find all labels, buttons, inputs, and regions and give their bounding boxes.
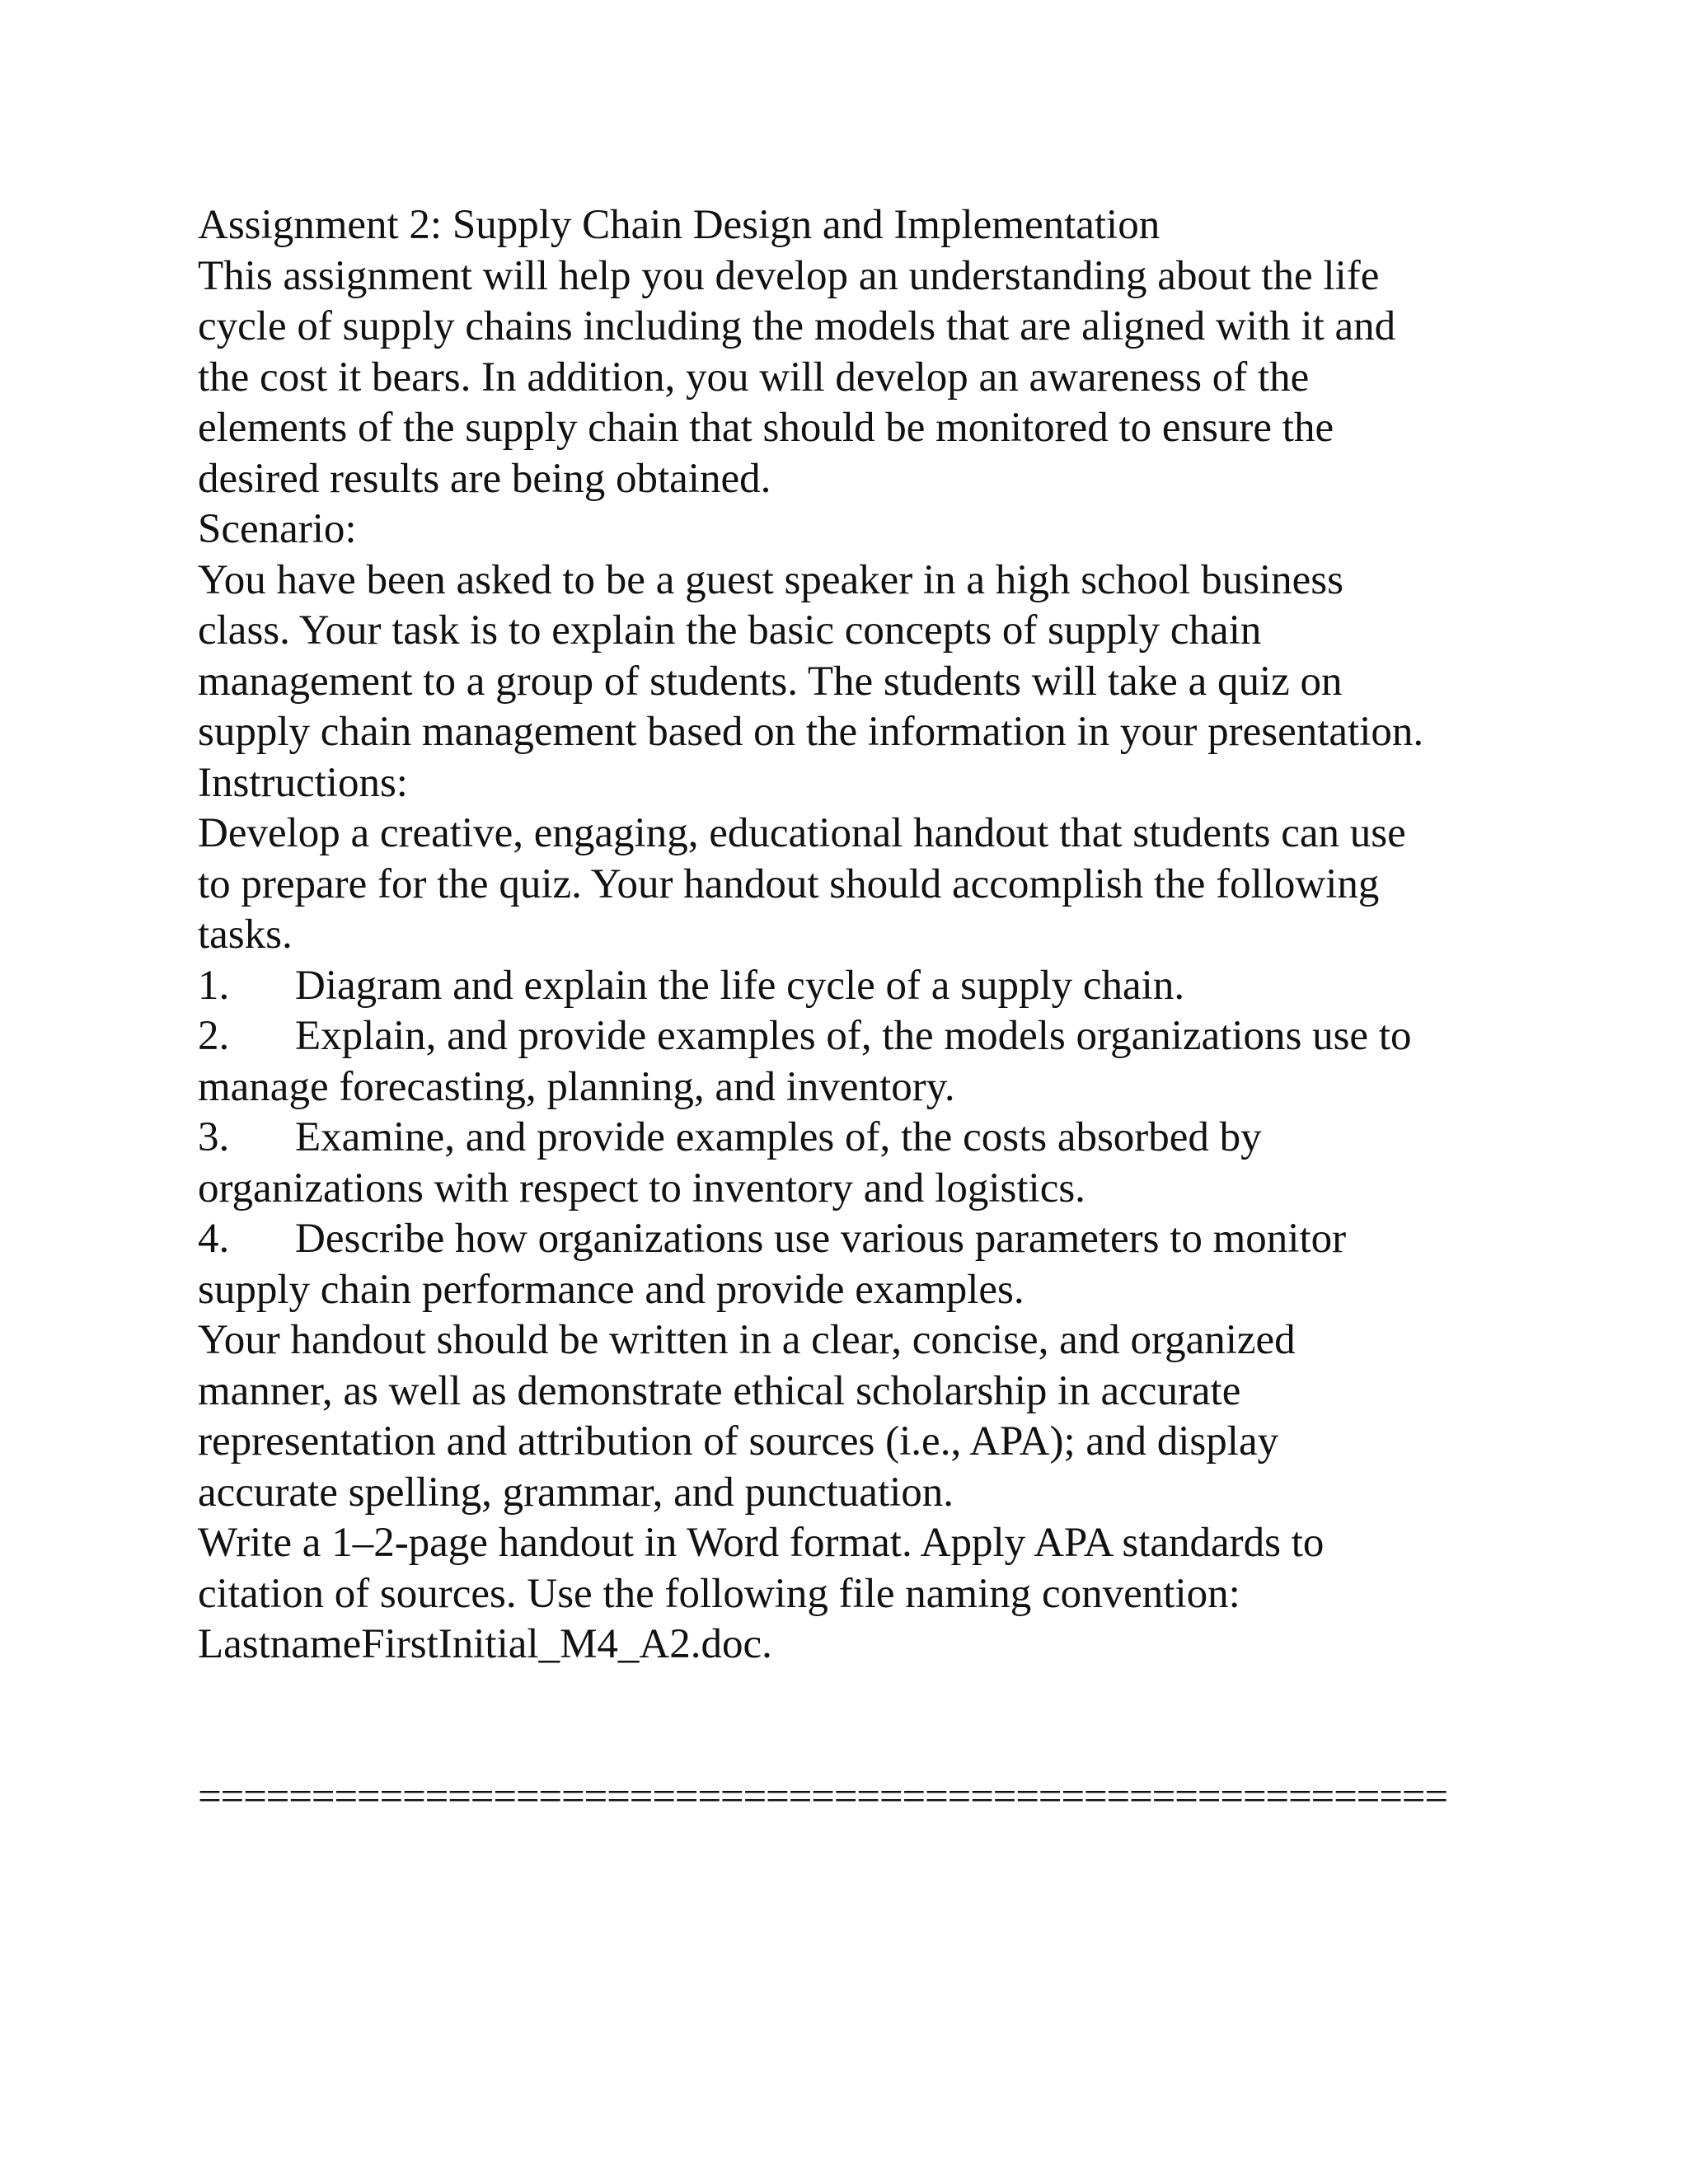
- closing-line: accurate spelling, grammar, and punctuation.: [198, 1469, 954, 1516]
- intro-line: cycle of supply chains including the models that are aligned with it and: [198, 303, 1396, 349]
- task-item-1: [198, 961, 1533, 1012]
- closing-line: Your handout should be written in a clear, concise, and organized: [198, 1317, 1296, 1363]
- task-text: Diagram and explain the life cycle of a supply chain.: [295, 962, 1185, 1009]
- task-number: 3.: [198, 1114, 230, 1160]
- instructions-line: tasks.: [198, 912, 293, 958]
- task-text: Describe how organizations use various parameters to monitor: [295, 1216, 1347, 1262]
- intro-line: This assignment will help you develop an understanding about the life: [198, 252, 1380, 299]
- scenario-line: You have been asked to be a guest speaker in a high school business: [198, 556, 1343, 603]
- scenario-line: class. Your task is to explain the basic concepts of supply chain: [198, 607, 1262, 654]
- intro-line: desired results are being obtained.: [198, 455, 771, 502]
- closing-line: citation of sources. Use the following file naming convention:: [198, 1570, 1240, 1617]
- intro-line: the cost it bears. In addition, you will develop an awareness of the: [198, 354, 1310, 401]
- separator-line: =======================================================: [198, 1774, 1447, 1820]
- instructions-line: to prepare for the quiz. Your handout should accomplish the following: [198, 860, 1380, 907]
- closing-line: manner, as well as demonstrate ethical scholarship in accurate: [198, 1367, 1241, 1414]
- scenario-line: management to a group of students. The students will take a quiz on: [198, 658, 1343, 705]
- scenario-heading: Scenario:: [198, 506, 357, 552]
- task-text: Explain, and provide examples of, the models organizations use to: [295, 1013, 1412, 1059]
- task-number: 4.: [198, 1216, 230, 1262]
- instructions-line: Develop a creative, engaging, educational handout that students can use: [198, 810, 1406, 856]
- closing-line: LastnameFirstInitial_M4_A2.doc.: [198, 1621, 772, 1667]
- task-text: Examine, and provide examples of, the costs absorbed by: [295, 1114, 1262, 1160]
- task-continuation: manage forecasting, planning, and inventory.: [198, 1063, 955, 1110]
- task-item-4: [198, 1214, 1533, 1265]
- intro-line: elements of the supply chain that should be monitored to ensure the: [198, 405, 1334, 451]
- task-item-3: [198, 1113, 1533, 1164]
- closing-line: representation and attribution of sources (i.e., APA); and display: [198, 1418, 1279, 1465]
- task-number: 1.: [198, 962, 230, 1009]
- closing-line: Write a 1–2-page handout in Word format. Apply APA standards to: [198, 1520, 1325, 1566]
- document-body: [198, 200, 1533, 1671]
- task-continuation: supply chain performance and provide examples.: [198, 1266, 1025, 1313]
- task-continuation: organizations with respect to inventory and logistics.: [198, 1165, 1085, 1212]
- task-number: 2.: [198, 1013, 230, 1059]
- scenario-line: supply chain management based on the information in your presentation.: [198, 709, 1424, 755]
- document-title: Assignment 2: Supply Chain Design and Implementation: [198, 202, 1160, 248]
- task-item-2: [198, 1011, 1533, 1062]
- instructions-heading: Instructions:: [198, 759, 408, 806]
